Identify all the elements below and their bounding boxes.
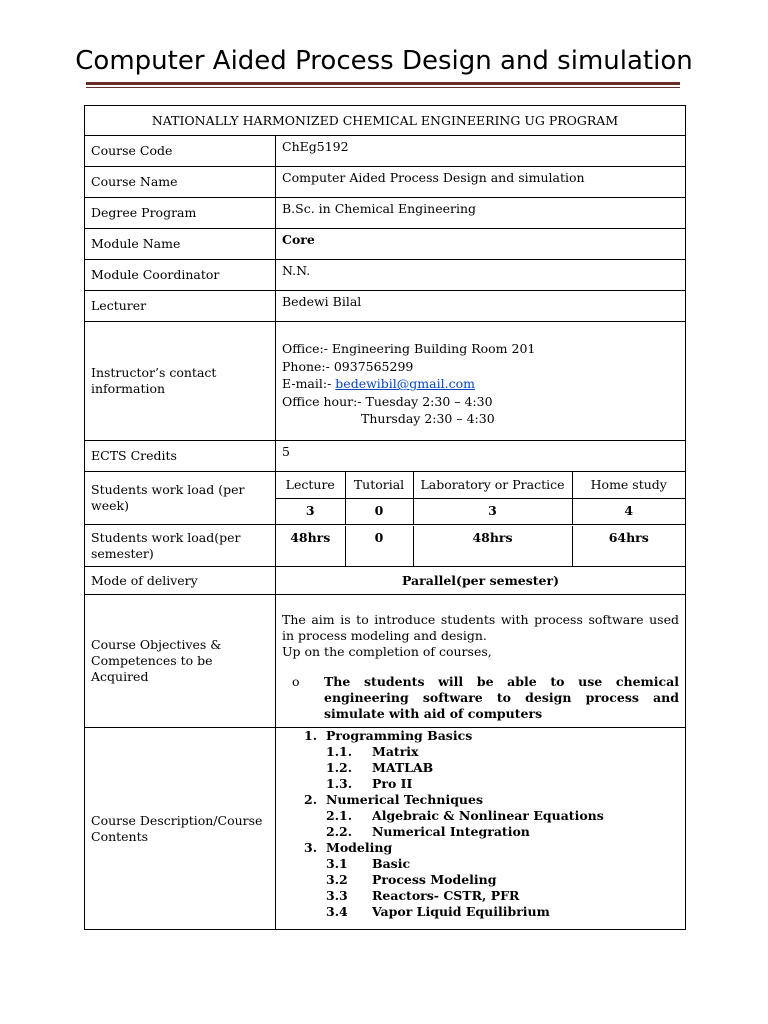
module-coordinator-label: Module Coordinator	[85, 260, 276, 291]
workload-week-tutorial: 0	[345, 498, 413, 524]
list-item: 2. Numerical Techniques	[304, 792, 484, 807]
workload-semester-label: Students work load(per semester)	[85, 525, 276, 567]
list-item: 1. Programming Basics	[304, 728, 473, 743]
contact-label: Instructor’s contact information	[85, 322, 276, 441]
title-rule-thin	[86, 87, 680, 88]
contact-email-line	[282, 375, 679, 393]
course-name-label: Course Name	[85, 167, 276, 198]
contact-phone: Phone:- 0937565299	[282, 358, 414, 374]
course-name-value: Computer Aided Process Design and simulation	[276, 167, 686, 198]
workload-semester-tutorial: 0	[345, 526, 413, 566]
objectives-label: Course Objectives & Competences to be Acquired	[85, 595, 276, 728]
course-code-label: Course Code	[85, 136, 276, 167]
list-item: 3.1 Basic	[326, 856, 411, 871]
list-item: 1.1. Matrix	[326, 744, 419, 759]
contents-list	[282, 728, 679, 920]
objectives-bullet	[282, 674, 679, 722]
bullet-marker: o	[292, 674, 300, 689]
workload-semester-home: 64hrs	[608, 529, 649, 545]
list-item: 2.1. Algebraic & Nonlinear Equations	[326, 808, 604, 823]
objectives-bullet-text: The students will be able to use chemical engineering software to design process and simulate with aid of computers	[324, 674, 679, 721]
degree-program-label: Degree Program	[85, 198, 276, 229]
workload-semester-lecture: 48hrs	[276, 526, 345, 566]
workload-semester-lab: 48hrs	[413, 526, 572, 566]
list-item: 1.3. Pro II	[326, 776, 413, 791]
delivery-value: Parallel(per semester)	[276, 567, 686, 595]
objectives-content	[276, 595, 686, 728]
objectives-completion: Up on the completion of courses,	[282, 644, 492, 659]
course-code-value: ChEg5192	[276, 136, 686, 167]
course-table	[84, 105, 686, 930]
objectives-aim: The aim is to introduce students with process software used in process modeling and design.	[282, 612, 679, 643]
workload-header-tutorial: Tutorial	[345, 472, 413, 498]
workload-header-home: Home study	[572, 472, 685, 498]
page-title: Computer Aided Process Design and simulation	[75, 46, 693, 76]
lecturer-value: Bedewi Bilal	[276, 291, 686, 322]
list-item: 3.3 Reactors- CSTR, PFR	[326, 888, 520, 903]
ects-label: ECTS Credits	[85, 441, 276, 472]
contact-office-hour-1: Office hour:- Tuesday 2:30 – 4:30	[282, 393, 493, 409]
contact-office: Office:- Engineering Building Room 201	[282, 341, 536, 357]
workload-header-lab: Laboratory or Practice	[413, 472, 572, 498]
list-item: 1.2. MATLAB	[326, 760, 434, 775]
list-item: 3. Modeling	[304, 840, 393, 855]
workload-week-label: Students work load (per week)	[85, 472, 276, 525]
contact-office-hour-2: Thursday 2:30 – 4:30	[361, 411, 495, 427]
description-content	[276, 728, 686, 930]
list-item: 2.2. Numerical Integration	[326, 824, 530, 839]
workload-week-cell	[276, 472, 686, 525]
module-coordinator-value: N.N.	[276, 260, 686, 291]
contact-info	[276, 322, 686, 441]
title-rule	[86, 82, 680, 85]
contact-email-prefix: E-mail:-	[282, 376, 336, 392]
lecturer-label: Lecturer	[85, 291, 276, 322]
list-item: 3.4 Vapor Liquid Equilibrium	[326, 904, 550, 919]
degree-program-value: B.Sc. in Chemical Engineering	[276, 198, 686, 229]
list-item: 3.2 Process Modeling	[326, 872, 497, 887]
delivery-label: Mode of delivery	[85, 567, 276, 595]
workload-header-lecture: Lecture	[276, 472, 345, 498]
module-name-label: Module Name	[85, 229, 276, 260]
workload-semester-cell	[276, 525, 686, 567]
module-name-value: Core	[276, 229, 686, 260]
program-header: NATIONALLY HARMONIZED CHEMICAL ENGINEERING UG PROGRAM	[85, 106, 686, 136]
ects-value: 5	[276, 441, 686, 472]
description-label: Course Description/Course Contents	[85, 728, 276, 930]
workload-week-lab: 3	[413, 498, 572, 524]
workload-week-lecture: 3	[276, 498, 345, 524]
workload-week-home: 4	[572, 498, 685, 524]
contact-email-link[interactable]: bedewibil@gmail.com	[335, 376, 475, 392]
